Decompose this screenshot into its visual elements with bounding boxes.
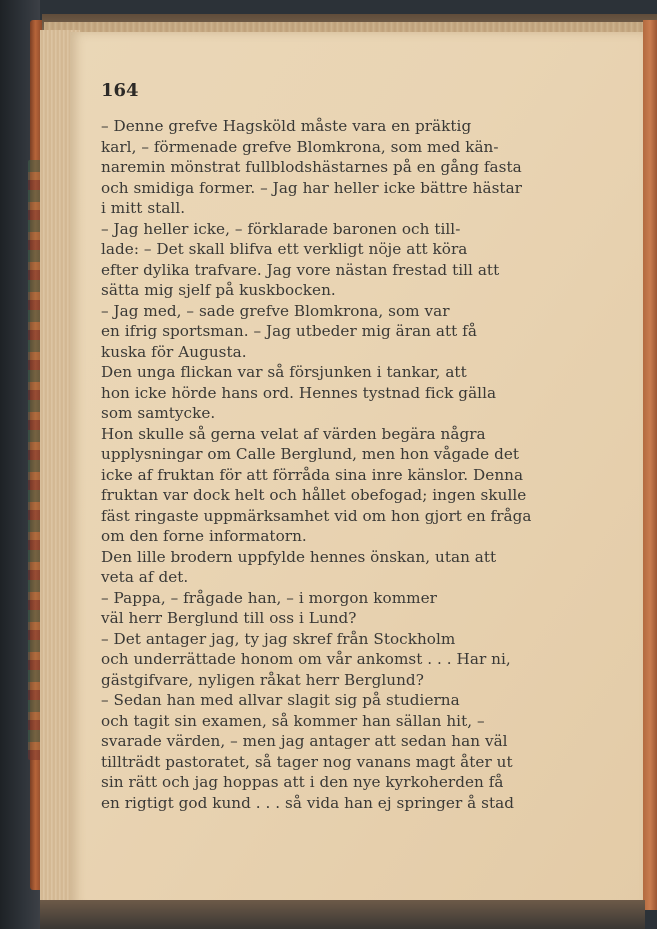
text-line: – Denne grefve Hagsköld måste vara en präktig — [101, 117, 472, 135]
text-line: gästgifvare, nyligen råkat herr Berglund? — [101, 670, 424, 689]
text-line: en ifrig sportsman. – Jag utbeder mig äran att få — [101, 322, 477, 340]
text-line: efter dylika trafvare. Jag vore nästan frestad till att — [101, 260, 500, 279]
text-line: om den forne informatorn. — [101, 527, 307, 545]
text-line: naremin mönstrat fullblodshästarnes på en gång fasta — [101, 158, 522, 176]
text-line: svarade värden, – men jag antager att sedan han väl — [101, 732, 508, 750]
text-line: fruktan var dock helt och hållet obefogad; ingen skulle — [101, 486, 527, 504]
page-text — [101, 116, 597, 813]
paragraph — [101, 547, 597, 588]
text-line: Hon skulle så gerna velat af värden begära några — [101, 424, 486, 443]
text-line: sätta mig sjelf på kuskbocken. — [101, 281, 336, 299]
paragraph — [101, 362, 597, 424]
text-line: icke af fruktan för att förråda sina inre känslor. Denna — [101, 465, 524, 484]
text-line: och tagit sin examen, så kommer han sällan hit, – — [101, 711, 485, 730]
text-line: kuska för Augusta. — [101, 342, 247, 361]
paragraph — [101, 424, 597, 547]
text-line: veta af det. — [101, 568, 189, 586]
book-cover-right-edge — [643, 20, 657, 910]
paragraph — [101, 301, 597, 363]
text-line: – Sedan han med allvar slagit sig på studierna — [101, 691, 460, 709]
paragraph — [101, 116, 597, 219]
text-line: karl, – förmenade grefve Blomkrona, som med kän- — [101, 137, 499, 156]
text-line: i mitt stall. — [101, 199, 186, 217]
text-line: en rigtigt god kund . . . så vida han ej springer å stad — [101, 793, 515, 812]
paragraph — [101, 690, 597, 813]
text-line: sin rätt och jag hoppas att i den nye kyrkoherden få — [101, 773, 504, 791]
text-line: – Det antager jag, ty jag skref från Stockholm — [101, 629, 456, 648]
text-line: fäst ringaste uppmärksamhet vid om hon gjort en fråga — [101, 506, 532, 525]
page-number: 164 — [101, 80, 139, 101]
text-line: upplysningar om Calle Berglund, men hon vågade det — [101, 445, 520, 463]
text-line: och smidiga former. – Jag har heller icke bättre hästar — [101, 178, 522, 197]
text-line: tillträdt pastoratet, så tager nog vanans magt åter ut — [101, 752, 513, 771]
book-bottom-shadow — [40, 900, 645, 929]
text-line: och underrättade honom om vår ankomst . . . Har ni, — [101, 650, 511, 668]
text-line: väl herr Berglund till oss i Lund? — [101, 609, 357, 627]
paragraph — [101, 629, 597, 691]
text-line: – Jag heller icke, – förklarade baronen och till- — [101, 219, 461, 238]
paragraph — [101, 219, 597, 301]
text-line: Den lille brodern uppfylde hennes önskan, utan att — [101, 547, 497, 566]
text-line: Den unga flickan var så försjunken i tankar, att — [101, 363, 467, 381]
text-line: som samtycke. — [101, 404, 216, 422]
text-line: – Pappa, – frågade han, – i morgon kommer — [101, 588, 437, 607]
paragraph — [101, 588, 597, 629]
text-line: hon icke hörde hans ord. Hennes tystnad fick gälla — [101, 383, 497, 402]
text-line: lade: – Det skall blifva ett verkligt nöje att köra — [101, 240, 468, 258]
text-line: – Jag med, – sade grefve Blomkrona, som var — [101, 301, 450, 320]
